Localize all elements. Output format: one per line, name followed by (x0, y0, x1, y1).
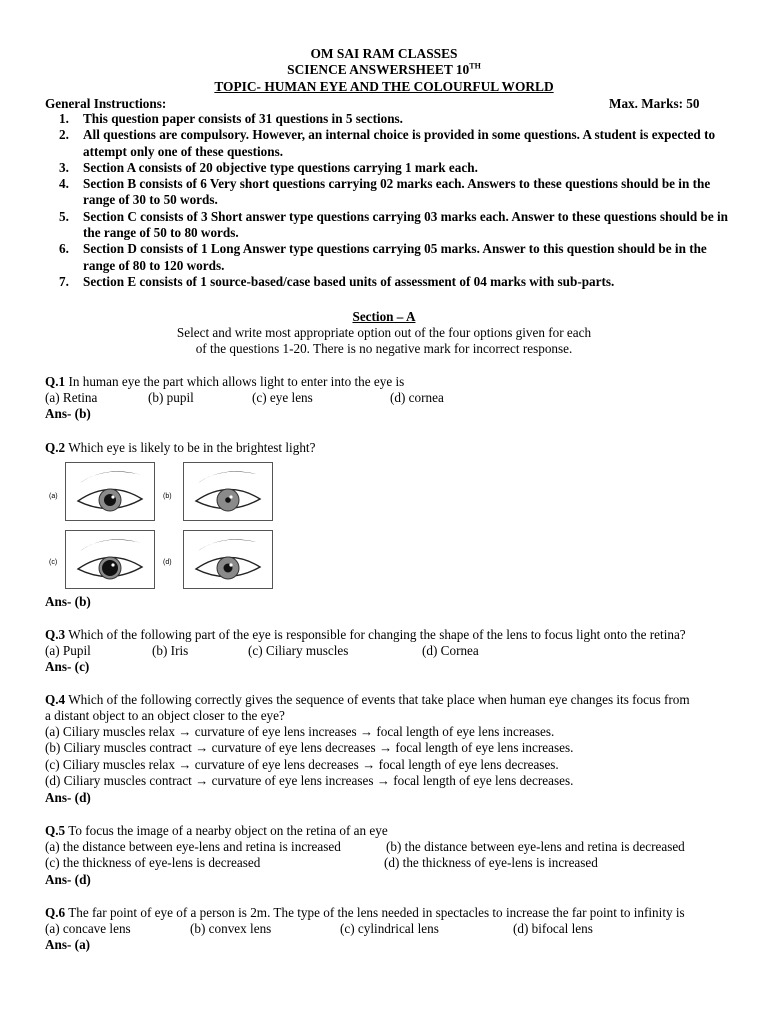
q3-option-b: (b) Iris (152, 643, 189, 658)
q4-option-a: (a) Ciliary muscles relax → curvature of eye lens increases → focal length of eye lens increases. (45, 724, 555, 739)
fig-label-b: (b) (163, 493, 172, 500)
q5-option-c: (c) the thickness of eye-lens is decreased (45, 855, 261, 870)
instruction-number: 7. (59, 273, 69, 289)
q5-option-a: (a) the distance between eye-lens and retina is increased (45, 839, 341, 854)
q3-answer: Ans- (c) (45, 659, 90, 674)
eye-a-drawing (66, 463, 154, 520)
question-1 (45, 374, 404, 390)
instruction-text: Section C consists of 3 Short answer type questions carrying 03 marks each. Answer to these questions should be in the range of 50 to 80 words. (83, 208, 729, 241)
q6-option-b: (b) convex lens (190, 921, 272, 936)
q5-answer: Ans- (d) (45, 872, 91, 887)
question-label: Q.5 (45, 823, 66, 838)
question-label: Q.3 (45, 627, 66, 642)
q4-option-d: (d) Ciliary muscles contract → curvature of eye lens increases → focal length of eye lens decreases. (45, 773, 574, 788)
question-3 (45, 627, 686, 643)
instruction-number: 5. (59, 208, 69, 224)
fig-label-a: (a) (49, 493, 58, 500)
question-text: The far point of eye of a person is 2m. The type of the lens needed in spectacles to increase the far point to infinity is (68, 905, 685, 920)
instruction-number: 4. (59, 176, 69, 192)
eye-c-image (65, 530, 155, 589)
eyes-figure (45, 462, 275, 592)
instruction-item (45, 127, 735, 160)
q1-answer: Ans- (b) (45, 406, 91, 421)
eyebrow (198, 539, 260, 551)
instructions-list (45, 111, 735, 290)
max-marks: Max. Marks: 50 (609, 96, 700, 111)
eye-d-image (183, 530, 273, 589)
instruction-item (45, 111, 735, 127)
fig-label-d: (d) (163, 559, 172, 566)
q1-option-a: (a) Retina (45, 390, 98, 405)
instruction-item (45, 160, 735, 176)
topic-title: TOPIC- HUMAN EYE AND THE COLOURFUL WORLD (214, 79, 554, 94)
instruction-item (45, 209, 735, 242)
school-name: OM SAI RAM CLASSES (310, 46, 458, 61)
q5-option-d: (d) the thickness of eye-lens is increased (384, 855, 598, 870)
instruction-text: Section E consists of 1 source-based/case based units of assessment of 04 marks with sub-parts. (83, 273, 615, 289)
instruction-number: 3. (59, 159, 69, 175)
pupil (102, 560, 118, 576)
eye-c-drawing (66, 531, 154, 588)
instruction-item (45, 241, 735, 274)
question-label: Q.1 (45, 374, 66, 389)
question-text: In human eye the part which allows light to enter into the eye is (68, 374, 405, 389)
q6-option-c: (c) cylindrical lens (340, 921, 439, 936)
section-a-desc-line2: of the questions 1-20. There is no negative mark for incorrect response. (195, 341, 573, 356)
pupil (104, 494, 116, 506)
instruction-text: Section B consists of 6 Very short questions carrying 02 marks each. Answers to these questions should be in the range of 30 to 50 words. (83, 176, 711, 208)
q4-option-b: (b) Ciliary muscles contract → curvature of eye lens decreases → focal length of eye lens increases. (45, 740, 574, 755)
question-text: Which of the following correctly gives the sequence of events that take place when human eye changes its focus from (68, 692, 690, 707)
q2-answer: Ans- (b) (45, 594, 91, 609)
question-2 (45, 440, 315, 456)
question-label: Q.4 (45, 692, 66, 707)
eye-a-image (65, 462, 155, 521)
fig-label-c: (c) (49, 559, 58, 566)
q1-option-b: (b) pupil (148, 390, 194, 405)
q3-option-d: (d) Cornea (422, 643, 479, 658)
sheet-title (0, 62, 768, 78)
q1-option-d: (d) cornea (390, 390, 444, 405)
q6-answer: Ans- (a) (45, 937, 91, 952)
q6-option-d: (d) bifocal lens (513, 921, 593, 936)
highlight (229, 563, 232, 566)
instruction-number: 2. (59, 127, 69, 143)
highlight (111, 495, 114, 498)
instruction-number: 6. (59, 241, 69, 257)
instruction-text: Section A consists of 20 objective type questions carrying 1 mark each. (83, 159, 478, 175)
instruction-text: This question paper consists of 31 questions in 5 sections. (83, 111, 403, 126)
question-6 (45, 905, 685, 921)
question-text: To focus the image of a nearby object on the retina of an eye (68, 823, 388, 838)
q4-option-c: (c) Ciliary muscles relax → curvature of eye lens decreases → focal length of eye lens decreases. (45, 757, 559, 772)
question-text: Which of the following part of the eye is responsible for changing the shape of the lens to focus light onto the retina? (68, 627, 686, 642)
q4-answer: Ans- (d) (45, 790, 91, 805)
q6-option-a: (a) concave lens (45, 921, 131, 936)
q3-option-c: (c) Ciliary muscles (248, 643, 349, 658)
instruction-text: All questions are compulsory. However, an internal choice is provided in some questions. A student is expected to attempt only one of these questions. (83, 127, 716, 159)
instruction-item (45, 274, 735, 290)
question-text: Which eye is likely to be in the brightest light? (68, 440, 316, 455)
sheet-title-text: SCIENCE ANSWERSHEET 10 (287, 62, 470, 77)
question-label: Q.2 (45, 440, 66, 455)
eye-b-drawing (184, 463, 272, 520)
eyebrow (198, 471, 260, 483)
eye-b-image (183, 462, 273, 521)
question-5 (45, 823, 388, 839)
q1-option-c: (c) eye lens (252, 390, 313, 405)
instruction-item (45, 176, 735, 209)
q5-option-b: (b) the distance between eye-lens and retina is decreased (386, 839, 685, 854)
instruction-text: Section D consists of 1 Long Answer type questions carrying 05 marks. Answer to this question should be in the range of 80 to 120 words. (83, 241, 707, 273)
sheet-title-superscript: TH (469, 61, 481, 71)
eyebrow (80, 471, 142, 483)
eye-d-drawing (184, 531, 272, 588)
highlight (229, 495, 232, 498)
highlight (111, 563, 114, 566)
question-label: Q.6 (45, 905, 66, 920)
q3-option-a: (a) Pupil (45, 643, 91, 658)
section-a-desc-line1: Select and write most appropriate option out of the four options given for each (176, 325, 592, 340)
general-instructions-label: General Instructions: (45, 96, 167, 111)
instruction-number: 1. (59, 111, 69, 126)
question-4-continued: a distant object to an object closer to the eye? (45, 708, 285, 723)
question-4 (45, 692, 690, 708)
eyebrow (80, 539, 142, 551)
section-a-title: Section – A (352, 309, 416, 324)
